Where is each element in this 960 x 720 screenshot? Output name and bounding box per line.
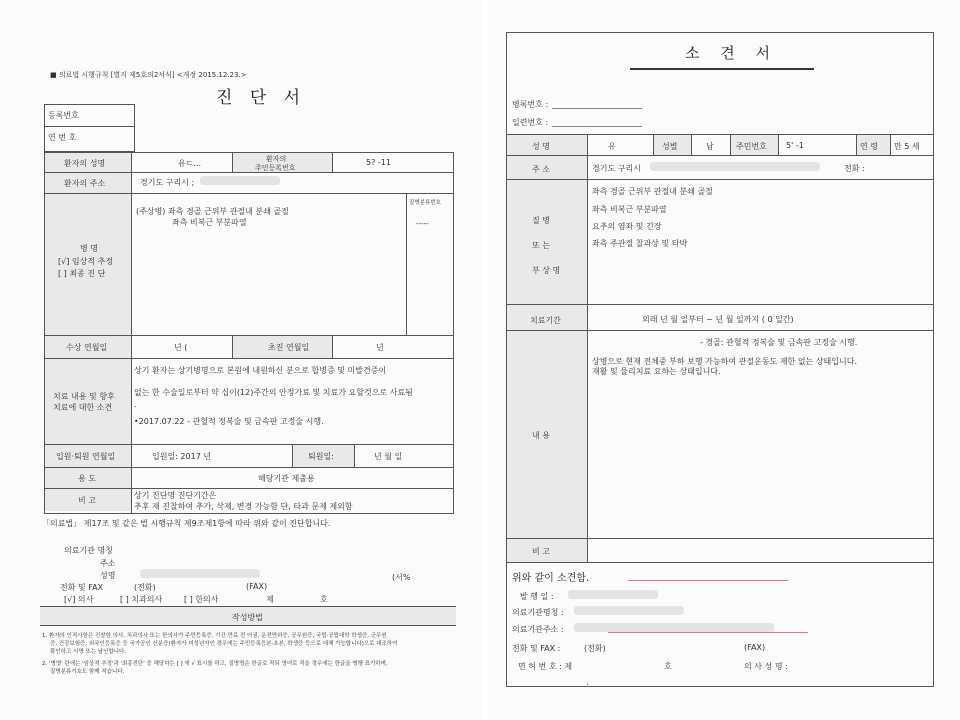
rrn-value: 5' -1 (786, 141, 804, 150)
remarks-line-2: 추후 재 진찰하여 추가, 삭제, 변경 가능함 단, 타과 문제 제외함 (134, 502, 353, 511)
form-header: ■ 의료법 시행규칙 [별지 제5호의2서식] <개정 2015.12.23.> (50, 71, 247, 79)
diagnosis-line-1: (주상병) 좌측 경골 근위부 관절내 분쇄 골절 (136, 207, 289, 216)
institution-label: 의료기관 명칭 (64, 546, 113, 555)
instruction-1: 1. 환자의 인적사항은 진찰한 의사, 치과의사 또는 한의사가 주민등록증, 기간 만료 전 여권, 운전면허증, 공무원증, 국립·공립대학 학생증, 군무원 (42, 633, 387, 639)
remarks-line-1: 상기 진단명 진단기간은 (134, 491, 217, 500)
serial-no-label: 일련번호 : (512, 118, 549, 127)
patient-rrn-value: 5? -11 (366, 158, 391, 167)
address-value: 경기도 구리시 (592, 164, 641, 173)
patient-rrn-label-1: 환자의 (266, 155, 287, 163)
content-line-2: 상병으로 현재 전체중 부하 보행 가능하여 관절운동도 제한 없는 상태입니다. (592, 357, 857, 366)
opinion-line-1: 상기 환자는 상기병명으로 본원에 내원하신 분으로 합병증 및 미발견증이 (134, 366, 387, 375)
remarks-label: 비 고 (532, 547, 550, 556)
remarks-label: 비 고 (78, 496, 96, 505)
patient-address-value: 경기도 구리시 ; (140, 178, 195, 187)
serial-label: 연 번 호 (48, 133, 77, 142)
medical-opinion-page (488, 0, 960, 720)
phone-fax-label: 전화 및 FAX : (512, 644, 561, 653)
disease-code-label: 질병분류번호 (409, 200, 441, 206)
sex-label: 성별 (662, 142, 678, 151)
first-visit-value: 년 (376, 343, 384, 352)
license-suffix: 호 (664, 662, 672, 671)
disease-side-3: 부 상 명 (532, 266, 561, 275)
purpose-label: 용 도 (78, 474, 96, 483)
admission-value: 입원일: 2017 년 (152, 452, 212, 461)
disease-code-value: ----- (416, 220, 429, 228)
diagnosis-line-2: 좌측 비복근 부분파열 (172, 218, 247, 227)
phone-label: 전화 : (844, 164, 865, 173)
purpose-value: 해당기관 제출용 (258, 474, 315, 483)
instructions-title: 작성방법 (232, 613, 263, 622)
fax-value: (FAX) (744, 643, 766, 652)
discharge-label: 퇴원일: (308, 452, 334, 461)
law-statement: 「의료법」 제17조 및 같은 법 시행규칙 제9조제1항에 따라 위와 같이 진단합니다. (42, 519, 331, 528)
instruction-2: 2. '병명' 란에는 '임상적 추정'과 '최종진단' 중 해당하는 [ ] 에 √ 표시를 하고, 질병명은 한글로 적되 영어로 적을 경우에는 한글을 병행 표기하며, (42, 661, 388, 667)
issue-date-label: 발 행 일 : (520, 592, 554, 601)
clinical-estimate-checkbox: [√] 임상적 추정 (58, 257, 114, 266)
content-line-1: - 경골: 관혈적 정복술 및 금속판 고정술 시행. (700, 338, 858, 347)
registration-label: 등록번호 (48, 111, 79, 120)
age-label: 연 령 (860, 142, 878, 151)
age-value: 만 5 세 (894, 142, 920, 151)
rrn-label: 주민번호 (736, 142, 767, 151)
instruction-2b: 질병분류기호도 함께 적습니다. (50, 669, 125, 675)
patient-name-value: 유ㄷ... (178, 159, 202, 168)
sex-value: 남 (706, 142, 714, 151)
admission-label: 입원·퇴원 연월일 (56, 452, 116, 461)
page-title: 진 단 서 (216, 88, 307, 108)
disease-label: 병 명 (80, 244, 98, 253)
injury-date-value: 년 ( (174, 343, 188, 352)
doctor-type-checkbox: [√] 의사 (64, 595, 94, 604)
injury-date-label: 수상 연월일 (66, 343, 108, 352)
opinion-label-1: 치료 내용 및 향후 (53, 392, 115, 401)
name-value: 유 (608, 142, 616, 151)
disease-side-2: 또 는 (532, 241, 550, 250)
license-suffix: 호 (320, 595, 328, 604)
license-label: 제 (266, 595, 274, 604)
institution-address-label: 의료기관주소 : (512, 625, 564, 634)
phone-value: (전화) (584, 644, 606, 653)
diagnosis-item-1: 좌측 경골 근위부 관절내 분쇄 골절 (592, 187, 713, 196)
doctor-name-label: 의 사 성 명 : (744, 662, 788, 671)
address-label: 주소 (100, 559, 116, 568)
patient-address-label: 환자의 주소 (64, 179, 106, 188)
fax-value: (FAX) (246, 582, 268, 591)
patient-rrn-label-2: 주민등록번호 (255, 164, 296, 172)
dentist-type-checkbox: [ ] 치과의사 (120, 595, 163, 604)
oriental-type-checkbox: [ ] 한의사 (184, 595, 219, 604)
patient-no-label: 병록번호 : (512, 100, 549, 109)
opinion-statement: 위와 같이 소견함. (512, 573, 590, 584)
opinion-title: 소 견 서 (685, 44, 779, 62)
final-diagnosis-checkbox: [ ] 최종 진 단 (58, 269, 106, 278)
content-label: 내 용 (532, 431, 550, 440)
address-label: 주 소 (532, 165, 550, 174)
content-line-3: 재활 및 물리치료 요하는 상태입니다. (592, 367, 721, 376)
diagnosis-item-3: 요추의 염좌 및 긴장 (592, 222, 662, 231)
opinion-label-2: 치료에 대한 소견 (53, 403, 113, 412)
diagnosis-item-2: 좌측 비복근 부분파열 (592, 205, 667, 214)
treatment-period-value: 외래 년 월 일부터 ~ 년 월 일까지 ( 0 일간) (642, 315, 794, 324)
opinion-line-4: •2017.07.22 - 관혈적 정복술 및 금속판 고정술 시행. (134, 417, 324, 426)
treatment-period-label: 치료기간 (530, 316, 561, 325)
patient-name-label: 환자의 성명 (64, 159, 106, 168)
first-visit-label: 초진 연월일 (268, 343, 310, 352)
disease-side-1: 질 병 (532, 216, 550, 225)
institution-name-label: 의료기관명칭 : (512, 608, 564, 617)
name-label: 성 명 (532, 142, 550, 151)
seal-text: (서% (392, 573, 411, 582)
discharge-value: 년 월 일 (374, 452, 403, 461)
opinion-line-2: 없는 한 수술일로부터 약 십이(12)주간의 안정가료 및 치료가 요할것으로 사료됨 (134, 388, 413, 397)
instruction-1c: 확인하고 서명 또는 날인합니다. (50, 649, 127, 655)
phone-label: 전화 및 FAX (60, 583, 104, 592)
name-label: 성명 (100, 571, 116, 580)
license-label: 면 허 번 호 : 제 (518, 662, 573, 671)
opinion-line-3: . (134, 400, 137, 409)
phone-value: (전화) (134, 583, 156, 592)
diagnosis-item-4: 좌측 주관절 찰과상 및 타박 (592, 239, 688, 248)
instruction-1b: 증, 건강보험증, 외국인등록증 등 국가공인 신분증(환자가 미성년자인 경우에는 주민등록등본·초본, 학생증 등으로 대체 가능합니다)으로 대조하여 (50, 641, 398, 647)
